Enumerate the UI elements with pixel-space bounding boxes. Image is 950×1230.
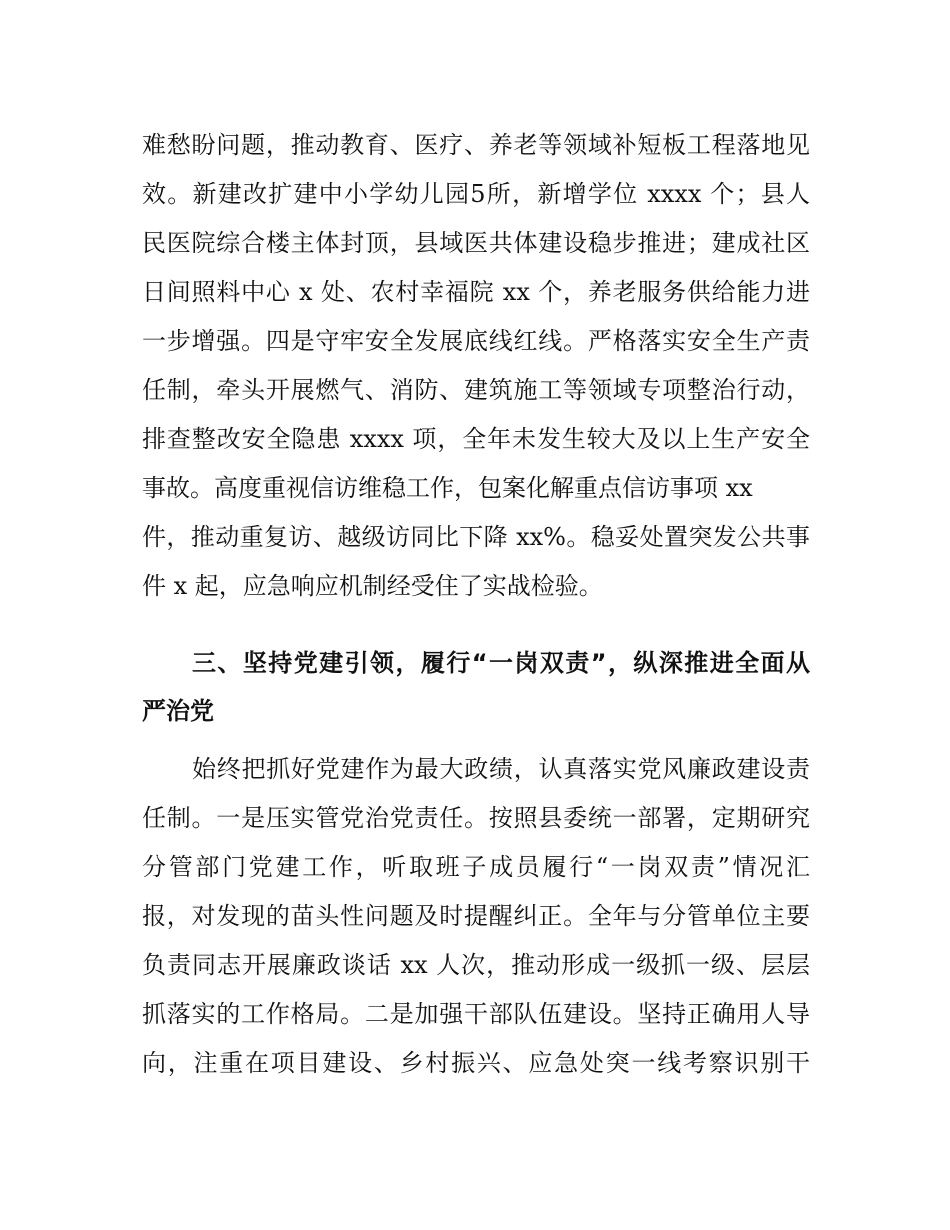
text-line: 任制。一是压实管党治党责任。按照县委统一部署，定期研究 [142,804,810,832]
text-line: 难愁盼问题，推动教育、医疗、养老等领域补短板工程落地见 [142,131,810,159]
heading-line: 严治党 [142,697,214,725]
text-line: 向，注重在项目建设、乡村振兴、应急处突一线考察识别干 [142,1049,810,1077]
text-line: 效。新建改扩建中小学幼儿园5所，新增学位 xxxx 个；县人 [142,180,810,208]
text-line: 排查整改安全隐患 xxxx 项，全年未发生较大及以上生产安全 [142,425,810,453]
text-line: 始终把抓好党建作为最大政绩，认真落实党风廉政建设责 [192,755,810,783]
paragraph-social-safety [142,121,810,611]
text-line: 负责同志开展廉政谈话 xx 人次，推动形成一级抓一级、层层 [142,951,810,979]
section-heading-3 [142,639,810,735]
text-line: 报，对发现的苗头性问题及时提醒纠正。全年与分管单位主要 [142,902,810,930]
text-line: 分管部门党建工作，听取班子成员履行“一岗双责”情况汇 [142,853,810,881]
text-line: 事故。高度重视信访维稳工作，包案化解重点信访事项 xx [142,474,753,502]
text-line: 日间照料中心 x 处、农村幸福院 xx 个，养老服务供给能力进 [142,278,810,306]
text-line: 抓落实的工作格局。二是加强干部队伍建设。坚持正确用人导 [142,1000,810,1028]
text-line: 一步增强。四是守牢安全发展底线红线。严格落实安全生产责 [142,327,810,355]
text-line: 件 x 起，应急响应机制经受住了实战检验。 [142,572,603,600]
paragraph-party-building [142,745,810,1088]
text-line: 件，推动重复访、越级访同比下降 xx%。稳妥处置突发公共事 [142,523,810,551]
text-line: 民医院综合楼主体封顶，县域医共体建设稳步推进；建成社区 [142,229,810,257]
text-line: 任制，牵头开展燃气、消防、建筑施工等领域专项整治行动， [142,376,810,404]
heading-line: 三、坚持党建引领，履行“一岗双责”，纵深推进全面从 [192,649,810,677]
